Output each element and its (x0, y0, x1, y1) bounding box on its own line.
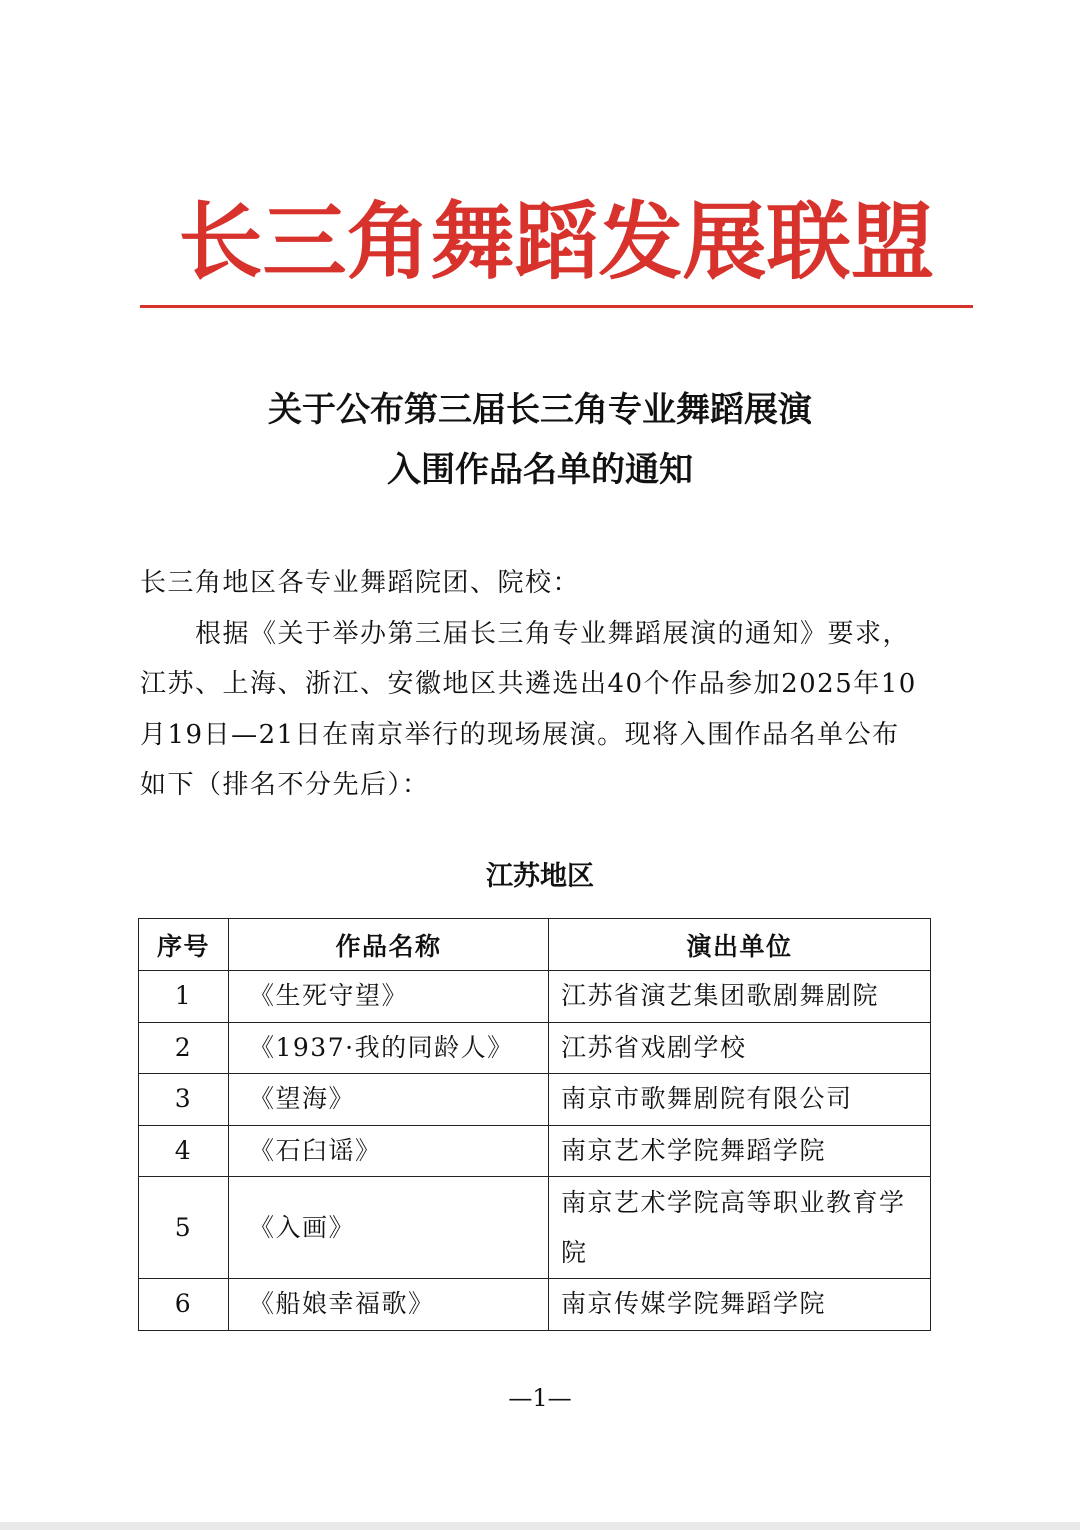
row-number: 2 (139, 1022, 229, 1074)
work-title: 《入画》 (229, 1177, 549, 1279)
row-number: 4 (139, 1125, 229, 1177)
header-number: 序号 (139, 919, 229, 971)
performing-unit: 江苏省戏剧学校 (549, 1022, 931, 1074)
body-line-4: 如下（排名不分先后）： (140, 770, 430, 800)
table-row (139, 1279, 931, 1331)
performing-unit: 南京艺术学院舞蹈学院 (549, 1125, 931, 1177)
document-title-line-1: 关于公布第三届长三角专业舞蹈展演 (268, 390, 812, 430)
performing-unit: 江苏省演艺集团歌剧舞剧院 (549, 971, 931, 1023)
table-row (139, 1177, 931, 1279)
table-row (139, 971, 931, 1023)
page-number: —1— (508, 1384, 572, 1412)
body-line-2: 江苏、上海、浙江、安徽地区共遴选出40个作品参加2025年10 (140, 669, 917, 699)
body-line-3: 月19日—21日在南京举行的现场展演。现将入围作品名单公布 (140, 719, 900, 750)
work-title: 《1937·我的同龄人》 (229, 1022, 549, 1074)
region-heading: 江苏地区 (486, 861, 594, 892)
salutation: 长三角地区各专业舞蹈院团、院校： (140, 568, 581, 598)
row-number: 6 (139, 1279, 229, 1331)
notice-body (140, 558, 960, 811)
table-row (139, 1074, 931, 1126)
work-title: 《望海》 (229, 1074, 549, 1126)
header-performing-unit: 演出单位 (549, 919, 931, 971)
row-number: 3 (139, 1074, 229, 1126)
works-table (138, 918, 931, 1331)
header-work-title: 作品名称 (229, 919, 549, 971)
performing-unit: 南京市歌舞剧院有限公司 (549, 1074, 931, 1126)
table-row (139, 1022, 931, 1074)
work-title: 《生死守望》 (229, 971, 549, 1023)
document-title (140, 380, 940, 500)
performing-unit: 南京艺术学院高等职业教育学院 (549, 1177, 931, 1279)
header-divider (140, 305, 973, 308)
row-number: 1 (139, 971, 229, 1023)
page-bottom-edge (0, 1522, 1080, 1530)
body-line-1: 根据《关于举办第三届长三角专业舞蹈展演的通知》要求， (140, 618, 911, 649)
work-title: 《石臼谣》 (229, 1125, 549, 1177)
table-header-row (139, 919, 931, 971)
performing-unit: 南京传媒学院舞蹈学院 (549, 1279, 931, 1331)
table-row (139, 1125, 931, 1177)
row-number: 5 (139, 1177, 229, 1279)
org-header: 长三角舞蹈发展联盟 (178, 192, 935, 291)
work-title: 《船娘幸福歌》 (229, 1279, 549, 1331)
document-title-line-2: 入围作品名单的通知 (387, 450, 693, 490)
